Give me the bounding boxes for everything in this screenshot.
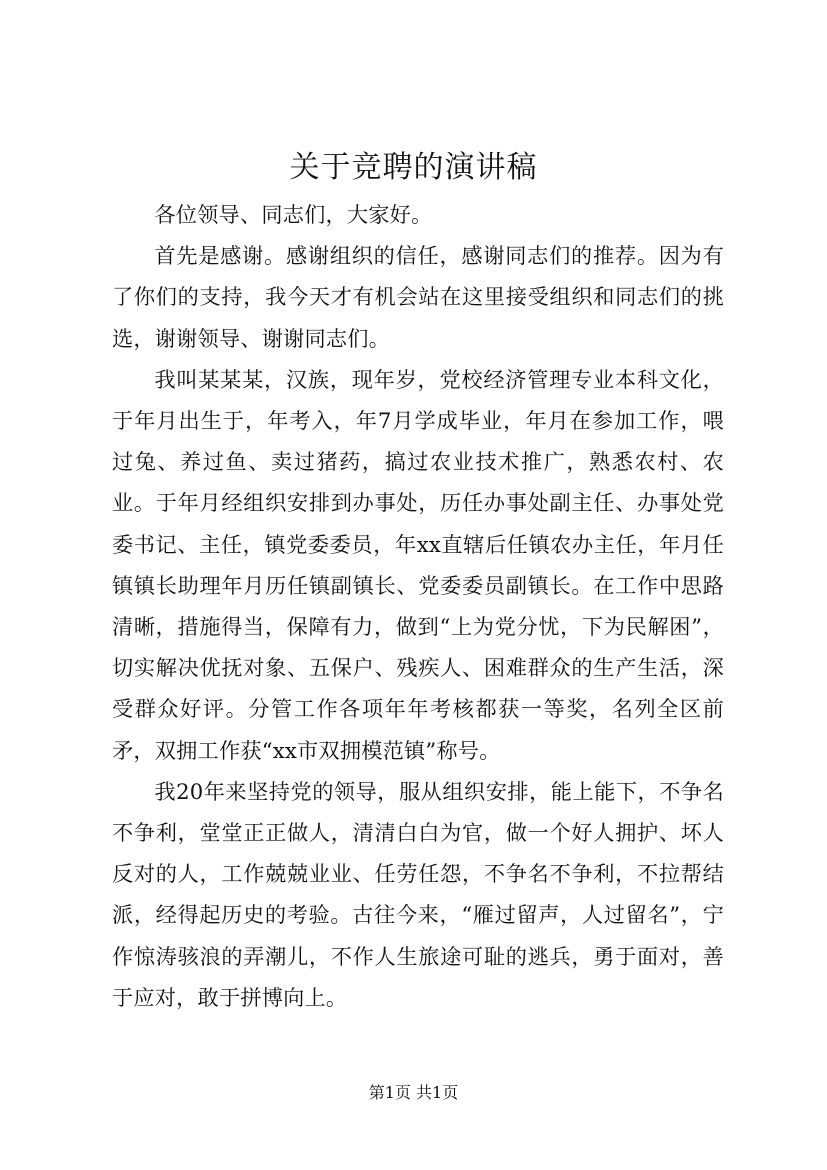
document-title: 关于竞聘的演讲稿 (289, 150, 538, 185)
paragraph-thanks: 首先是感谢。感谢组织的信任，感谢同志们的推荐。因为有了你们的支持，我今天才有机会站在这里接受组织和同志们的挑选，谢谢领导、谢谢同志们。 (112, 243, 724, 351)
paragraph-background: 我叫某某某，汉族，现年岁，党校经济管理专业本科文化，于年月出生于，年考入，年7月学成毕业，年月在参加工作，喂过兔、养过鱼、卖过猪药，搞过农业技术推广，熟悉农村、农业。于年月经组织安排到办事处，历任办事处副主任、办事处党委书记、主任，镇党委委员，年xx直辖后任镇农办主任，年月任镇镇长助理年月历任镇副镇长、党委委员副镇长。在工作中思路清晰，措施得当，保障有力，做到“上为党分忧，下为民解困”，切实解决优抚对象、五保户、残疾人、困难群众的生产生活，深受群众好评。分管工作各项年年考核都获一等奖，名列全区前矛，双拥工作获“xx市双拥模范镇”称号。 (112, 366, 724, 763)
page-footer: 第1页 共1页 (368, 1083, 459, 1102)
paragraph-greeting: 各位领导、同志们，大家好。 (154, 202, 433, 227)
document-body (112, 194, 724, 1018)
paragraph-commitment: 我20年来坚持党的领导，服从组织安排，能上能下，不争名不争利，堂堂正正做人，清清白白为官，做一个好人拥护、坏人反对的人，工作兢兢业业、任劳任怨，不争名不争利，不拉帮结派，经得起历史的考验。古往今来，“雁过留声，人过留名”，宁作惊涛骇浪的弄潮儿，不作人生旅途可耻的逃兵，勇于面对，善于应对，敢于拼博向上。 (112, 778, 724, 1010)
